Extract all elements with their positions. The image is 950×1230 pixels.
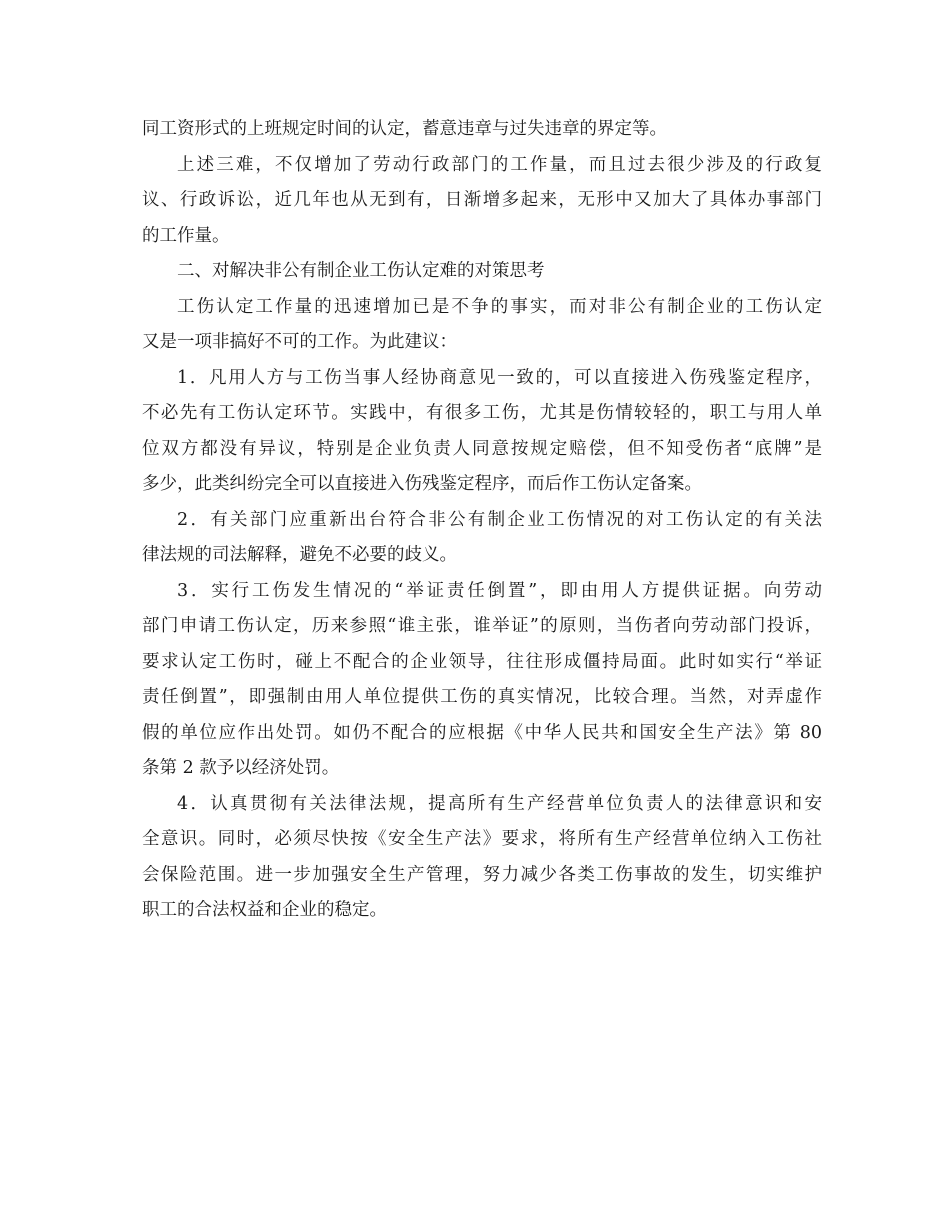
paragraph-suggestion-2 <box>142 503 822 574</box>
text-line: 多少，此类纠纷完全可以直接进入伤残鉴定程序，而后作工伤认定备案。 <box>142 474 702 494</box>
text-line: 不必先有工伤认定环节。实践中，有很多工伤，尤其是伤情较轻的，职工与用人单 <box>142 403 822 423</box>
text-line: 假的单位应作出处罚。如仍不配合的应根据《中华人民共和国安全生产法》第 80 <box>142 722 822 743</box>
text-line: 4．认真贯彻有关法律法规，提高所有生产经营单位负责人的法律意识和安 <box>177 793 822 814</box>
text-line: 议、行政诉讼，近几年也从无到有，日渐增多起来，无形中又加大了具体办事部门 <box>142 190 822 210</box>
document-body <box>142 112 822 929</box>
text-line: 会保险范围。进一步加强安全生产管理，努力减少各类工伤事故的发生，切实维护 <box>142 864 822 885</box>
section-heading <box>142 254 822 290</box>
text-line: 职工的合法权益和企业的稳定。 <box>142 900 387 920</box>
text-line: 要求认定工伤时，碰上不配合的企业领导，往往形成僵持局面。此时如实行“举证 <box>142 651 822 672</box>
text-line: 责任倒置”，即强制由用人单位提供工伤的真实情况，比较合理。当然，对弄虚作 <box>142 687 822 707</box>
text-line: 部门申请工伤认定，历来参照“谁主张，谁举证”的原则，当伤者向劳动部门投诉， <box>142 616 822 636</box>
paragraph-suggestion-3 <box>142 574 822 787</box>
text-line: 3．实行工伤发生情况的“举证责任倒置”，即由用人方提供证据。向劳动 <box>177 580 822 601</box>
text-line: 工伤认定工作量的迅速增加已是不争的事实，而对非公有制企业的工伤认定 <box>177 296 822 317</box>
text-line: 同工资形式的上班规定时间的认定，蓄意违章与过失违章的界定等。 <box>142 119 667 139</box>
paragraph-suggestion-4 <box>142 787 822 929</box>
text-line: 律法规的司法解释，避免不必要的歧义。 <box>142 545 457 565</box>
paragraph-intro <box>142 290 822 361</box>
paragraph-suggestion-1 <box>142 361 822 503</box>
text-line: 1．凡用人方与工伤当事人经协商意见一致的，可以直接进入伤残鉴定程序， <box>177 367 822 388</box>
text-line: 位双方都没有异议，特别是企业负责人同意按规定赔偿，但不知受伤者“底牌”是 <box>142 438 822 459</box>
text-line: 上述三难，不仅增加了劳动行政部门的工作量，而且过去很少涉及的行政复 <box>177 154 822 175</box>
paragraph-continuation <box>142 112 822 148</box>
text-line: 的工作量。 <box>142 225 230 246</box>
text-line: 全意识。同时，必须尽快按《安全生产法》要求，将所有生产经营单位纳入工伤社 <box>142 829 822 849</box>
section-heading-text: 二、对解决非公有制企业工伤认定难的对策思考 <box>177 261 545 281</box>
text-line: 2．有关部门应重新出台符合非公有制企业工伤情况的对工伤认定的有关法 <box>177 509 822 530</box>
text-line: 条第 2 款予以经济处罚。 <box>142 758 340 778</box>
paragraph-three-difficulties <box>142 148 822 255</box>
text-line: 又是一项非搞好不可的工作。为此建议： <box>142 332 457 352</box>
